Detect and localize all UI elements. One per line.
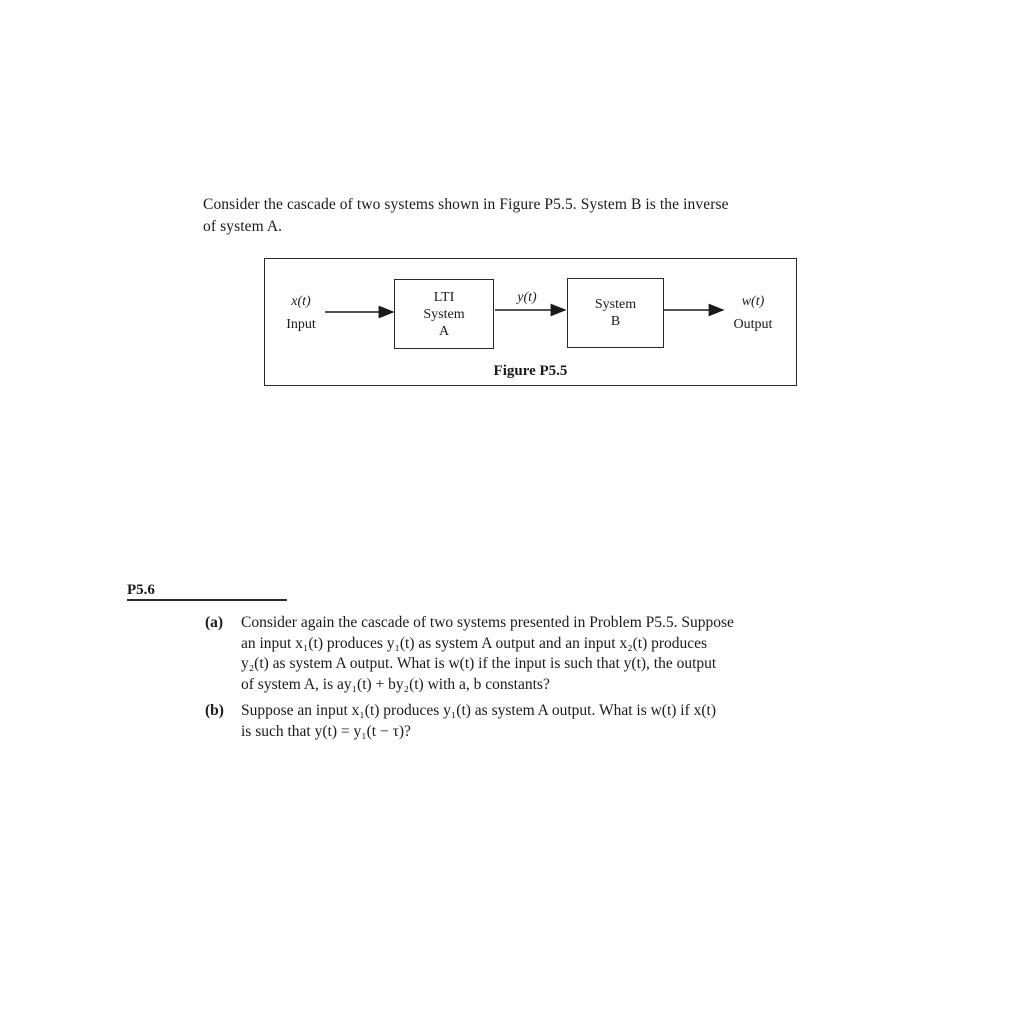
figure-caption: Figure P5.5 xyxy=(493,363,568,379)
block-a-line-2: System xyxy=(423,306,465,322)
lti-system-a-block xyxy=(394,279,494,349)
part-a xyxy=(205,613,865,695)
part-b-tag: (b) xyxy=(205,702,224,719)
input-label: Input xyxy=(286,317,316,332)
output-signal-label: w(t) xyxy=(741,294,765,309)
problem-number: P5.6 xyxy=(127,582,155,598)
part-a-line-1: Consider again the cascade of two systems presented in Problem P5.5. Suppose xyxy=(241,614,734,631)
block-b-line-1: System xyxy=(594,297,637,312)
block-a-line-3: A xyxy=(438,323,450,339)
block-b-line-2: B xyxy=(610,314,621,329)
figure-p5-5 xyxy=(264,258,797,386)
intro-paragraph xyxy=(203,194,863,238)
input-signal-label: x(t) xyxy=(291,294,311,309)
part-b-text xyxy=(241,701,865,742)
part-b xyxy=(205,701,865,742)
block-a-line-1: LTI xyxy=(433,289,455,305)
part-b-line-1: Suppose an input x₁(t) produces y₁(t) as system A output. What is w(t) if x(t) xyxy=(241,702,717,719)
intro-line-1: Consider the cascade of two systems shown in Figure P5.5. System B is the inverse xyxy=(203,196,729,213)
part-a-tag: (a) xyxy=(205,614,224,631)
middle-signal-label: y(t) xyxy=(517,290,537,305)
part-a-line-2: an input x₁(t) produces y₁(t) as system A output and an input x₂(t) produces xyxy=(241,634,708,652)
part-a-text xyxy=(241,613,865,695)
part-a-line-4: of system A, is ay₁(t) + by₂(t) with a, b constants? xyxy=(241,675,550,693)
intro-line-2: of system A. xyxy=(203,218,283,235)
system-b-block xyxy=(567,278,664,348)
part-b-line-2: is such that y(t) = y₁(t − τ)? xyxy=(241,722,411,740)
problem-divider xyxy=(127,599,287,601)
part-a-line-3: y₂(t) as system A output. What is w(t) if the input is such that y(t), the output xyxy=(241,655,717,672)
output-label: Output xyxy=(733,317,773,332)
